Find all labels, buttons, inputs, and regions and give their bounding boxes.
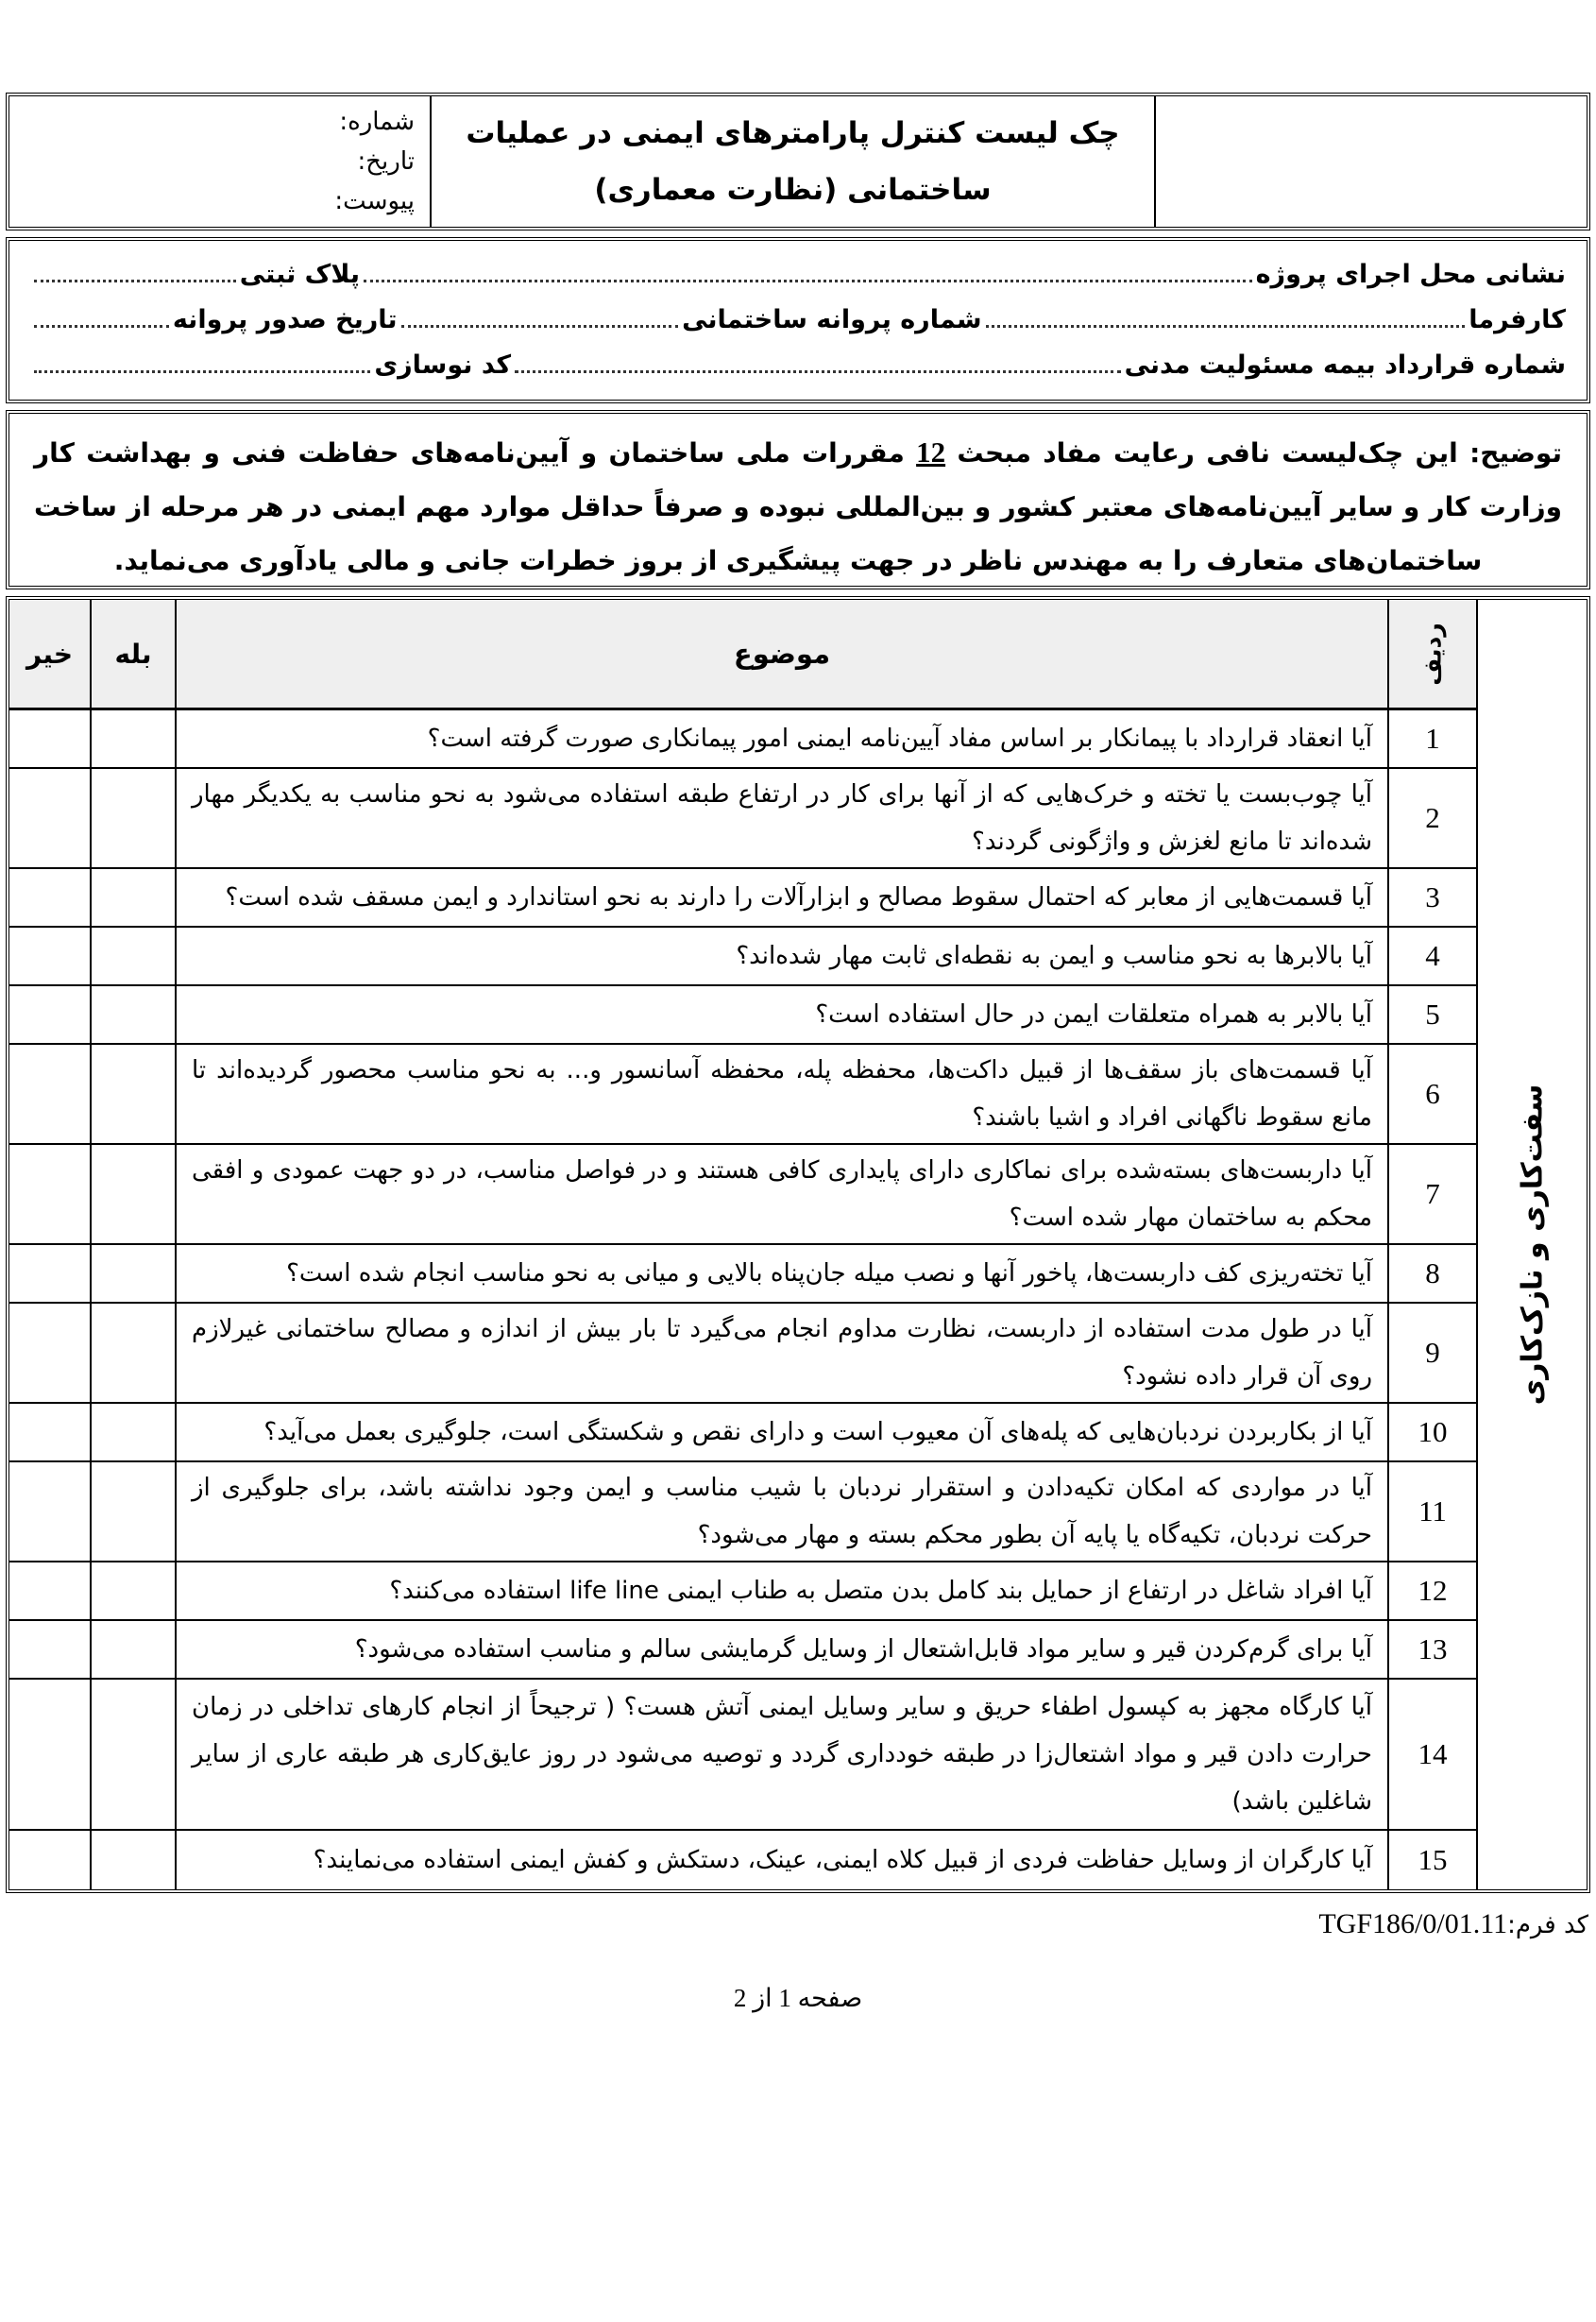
no-cell[interactable] (9, 869, 92, 926)
question-text: آیا در مواردی که امکان تکیه‌دادن و استقرار نردبان با شیب مناسب و ایمن وجود نداشته باشد، برای جلوگیری از حرکت نردبان، تکیه‌گاه یا پایه آن بطور محکم بسته و مهار می‌شود؟ (192, 1474, 1372, 1549)
table-row (9, 1304, 1476, 1404)
yes-cell[interactable] (92, 986, 177, 1043)
table-row (9, 1562, 1476, 1621)
table-row (9, 710, 1476, 769)
row-number: 7 (1425, 1177, 1440, 1210)
table-rows-area (9, 600, 1476, 1889)
question-text: آیا بالابرها به نحو مناسب و ایمن به نقطه‌ای ثابت مهار شده‌اند؟ (736, 942, 1372, 970)
renovation-label: کد نوسازی (374, 350, 512, 380)
no-cell[interactable] (9, 986, 92, 1043)
table-row (9, 769, 1476, 869)
yes-cell[interactable] (92, 769, 177, 867)
no-cell[interactable] (9, 1680, 92, 1829)
row-number: 3 (1425, 880, 1440, 913)
project-address-line (30, 260, 1566, 291)
no-cell[interactable] (9, 928, 92, 984)
form-header (6, 93, 1590, 230)
row-number: 13 (1418, 1632, 1448, 1665)
category-label: سفت‌کاری و نازک‌کاری (1516, 1084, 1550, 1406)
row-number: 15 (1418, 1843, 1448, 1876)
header-logo-area (1156, 96, 1587, 227)
plate-label: پلاک ثبتی (239, 259, 360, 289)
no-cell[interactable] (9, 1562, 92, 1619)
no-cell[interactable] (9, 1462, 92, 1561)
question-text: آیا از بکاربردن نردبان‌هایی که پله‌های آن معیوب است و دارای نقص و شکستگی است، جلوگیری بعمل می‌آید؟ (263, 1418, 1372, 1446)
no-cell[interactable] (9, 1621, 92, 1678)
row-number-rotated-label: ردیف (1418, 622, 1447, 686)
yes-cell[interactable] (92, 1045, 177, 1143)
dotted-line[interactable] (401, 325, 679, 328)
yes-cell[interactable] (92, 928, 177, 984)
dotted-line[interactable] (34, 280, 236, 282)
notice-section-number: 12 (916, 435, 946, 469)
yes-cell[interactable] (92, 1562, 177, 1619)
question-text: آیا چوب‌بست یا تخته و خرک‌هایی که از آنها برای کار در ارتفاع طبقه استفاده می‌شود به نحو مناسب به یکدیگر مهار شده‌اند تا مانع لغزش و واژگونی گردند؟ (192, 780, 1372, 856)
no-cell[interactable] (9, 1831, 92, 1889)
question-text: آیا قسمت‌هایی از معابر که احتمال سقوط مصالح و ابزارآلات را دارند به نحو استاندارد و ایمن مسقف شده است؟ (225, 883, 1372, 912)
row-number: 1 (1425, 722, 1440, 755)
address-label: نشانی محل اجرای پروژه (1255, 259, 1566, 289)
number-label: شماره: (339, 108, 415, 136)
yes-cell[interactable] (92, 1404, 177, 1460)
row-number: 11 (1418, 1494, 1447, 1528)
table-row (9, 1145, 1476, 1245)
project-info-box (6, 237, 1590, 403)
yes-cell[interactable] (92, 869, 177, 926)
table-row (9, 1680, 1476, 1831)
table-row (9, 1831, 1476, 1889)
row-number: 9 (1425, 1336, 1440, 1369)
table-row (9, 1245, 1476, 1304)
dotted-line[interactable] (515, 370, 1120, 373)
form-title (432, 96, 1156, 227)
no-cell[interactable] (9, 710, 92, 767)
question-text: آیا کارگران از وسایل حفاظت فردی از قبیل کلاه ایمنی، عینک، دستکش و کفش ایمنی استفاده می‌نمایند؟ (313, 1846, 1372, 1874)
question-text: آیا برای گرم‌کردن قیر و سایر مواد قابل‌اشتعال از وسایل گرمایشی سالم و مناسب استفاده می‌شود؟ (354, 1635, 1372, 1664)
insurance-label: شماره قرارداد بیمه مسئولیت مدنی (1124, 350, 1566, 380)
permit-no-label: شماره پروانه ساختمانی (682, 304, 982, 334)
form-code-line (6, 1908, 1590, 1940)
question-text: آیا کارگاه مجهز به کپسول اطفاء حریق و سایر وسایل ایمنی آتش هست؟ ( ترجیحاً از انجام کارهای تداخلی در زمان حرارت دادن قیر و مواد اشتعال‌زا در طبقه خودداری گردد و توصیه می‌شود در روز عایق‌کاری هر طبقه عاری از سایر شاغلین باشد) (192, 1693, 1372, 1816)
dotted-line[interactable] (364, 280, 1252, 282)
header-no: خیر (9, 600, 92, 708)
employer-label: کارفرما (1469, 304, 1566, 334)
question-text: آیا انعقاد قرارداد با پیمانکار بر اساس مفاد آیین‌نامه ایمنی امور پیمانکاری صورت گرفته است؟ (427, 725, 1372, 753)
insurance-line (30, 350, 1566, 382)
table-row (9, 928, 1476, 986)
row-number: 8 (1425, 1256, 1440, 1289)
yes-cell[interactable] (92, 1462, 177, 1561)
question-text: آیا در طول مدت استفاده از داربست، نظارت مداوم انجام می‌گیرد تا بار بیش از اندازه و مصالح ساختمانی غیرلازم روی آن قرار داده نشود؟ (192, 1315, 1372, 1391)
row-number: 5 (1425, 998, 1440, 1031)
row-number: 4 (1425, 939, 1440, 972)
yes-cell[interactable] (92, 1831, 177, 1889)
table-row (9, 1404, 1476, 1462)
question-text: آیا بالابر به همراه متعلقات ایمن در حال استفاده است؟ (815, 1000, 1372, 1029)
header-yes: بله (92, 600, 177, 708)
yes-cell[interactable] (92, 1304, 177, 1402)
header-meta-cell (9, 96, 432, 227)
no-cell[interactable] (9, 1045, 92, 1143)
form-title-line1: چک لیست کنترل پارامترهای ایمنی در عملیات (466, 116, 1120, 150)
dotted-line[interactable] (34, 370, 370, 373)
yes-cell[interactable] (92, 1680, 177, 1829)
question-text: آیا افراد شاغل در ارتفاع از حمایل بند کامل بدن متصل به طناب ایمنی life line استفاده می‌کنند؟ (389, 1577, 1372, 1605)
question-text: آیا تخته‌ریزی کف داربست‌ها، پاخور آنها و نصب میله جان‌پناه بالایی و میانی به نحو مناسب انجام شده است؟ (286, 1259, 1372, 1288)
attachment-label: پیوست: (334, 187, 415, 215)
notice-text-1: این چک‌لیست نافی رعایت مفاد مبحث (945, 437, 1458, 469)
form-title-line2: ساختمانی (نظارت معماری) (594, 173, 992, 207)
header-row-number (1389, 600, 1476, 708)
row-number: 12 (1418, 1574, 1448, 1607)
dotted-line[interactable] (34, 325, 169, 328)
page-number: صفحه 1 از 2 (733, 1984, 863, 2012)
no-cell[interactable] (9, 1245, 92, 1302)
row-number: 10 (1418, 1415, 1448, 1448)
row-number: 6 (1425, 1077, 1440, 1110)
table-row (9, 1621, 1476, 1680)
no-cell[interactable] (9, 1145, 92, 1243)
question-text: آیا داربست‌های بسته‌شده برای نماکاری دارای پایداری کافی هستند و در فواصل مناسب، در دو جهت عمودی و افقی محکم به ساختمان مهار شده است؟ (192, 1156, 1372, 1232)
no-cell[interactable] (9, 769, 92, 867)
table-row (9, 986, 1476, 1045)
form-code-value: TGF186/0/01.11 (1318, 1908, 1508, 1939)
table-row (9, 1045, 1476, 1145)
table-header-row (9, 600, 1476, 710)
yes-cell[interactable] (92, 710, 177, 767)
no-cell[interactable] (9, 1304, 92, 1402)
yes-cell[interactable] (92, 1621, 177, 1678)
notice-label: توضیح: (1469, 437, 1562, 469)
question-text: آیا قسمت‌های باز سقف‌ها از قبیل داکت‌ها، محفظه پله، محفظه آسانسور و... به نحو مناسب محصور گردیده‌اند تا مانع سقوط ناگهانی افراد و اشیا باشند؟ (192, 1056, 1372, 1132)
checklist-table (6, 596, 1590, 1893)
no-cell[interactable] (9, 1404, 92, 1460)
yes-cell[interactable] (92, 1245, 177, 1302)
yes-cell[interactable] (92, 1145, 177, 1243)
row-number: 14 (1418, 1737, 1448, 1770)
form-code-label: کد فرم: (1507, 1911, 1588, 1939)
table-row (9, 1462, 1476, 1562)
category-column (1476, 600, 1587, 1889)
dotted-line[interactable] (986, 325, 1466, 328)
header-subject: موضوع (177, 600, 1389, 708)
table-row (9, 869, 1476, 928)
employer-permit-line (30, 305, 1566, 336)
permit-date-label: تاریخ صدور پروانه (172, 304, 398, 334)
notice-box (6, 410, 1590, 589)
notice-text-2: مقررات ملی ساختمان و آیین‌نامه‌های حفاظت فنی و بهداشت کار وزارت کار و سایر آیین‌نامه‌های معتبر کشور و بین‌المللی نبوده و صرفاً حداقل موارد مهم ایمنی در هر مرحله از ساخت ساختمان‌های متعارف را به مهندس ناظر در جهت پیشگیری از بروز خطرات جانی و مالی یادآوری می‌نماید. (34, 437, 1562, 576)
date-label: تاریخ: (357, 147, 415, 176)
row-number: 2 (1425, 801, 1440, 834)
